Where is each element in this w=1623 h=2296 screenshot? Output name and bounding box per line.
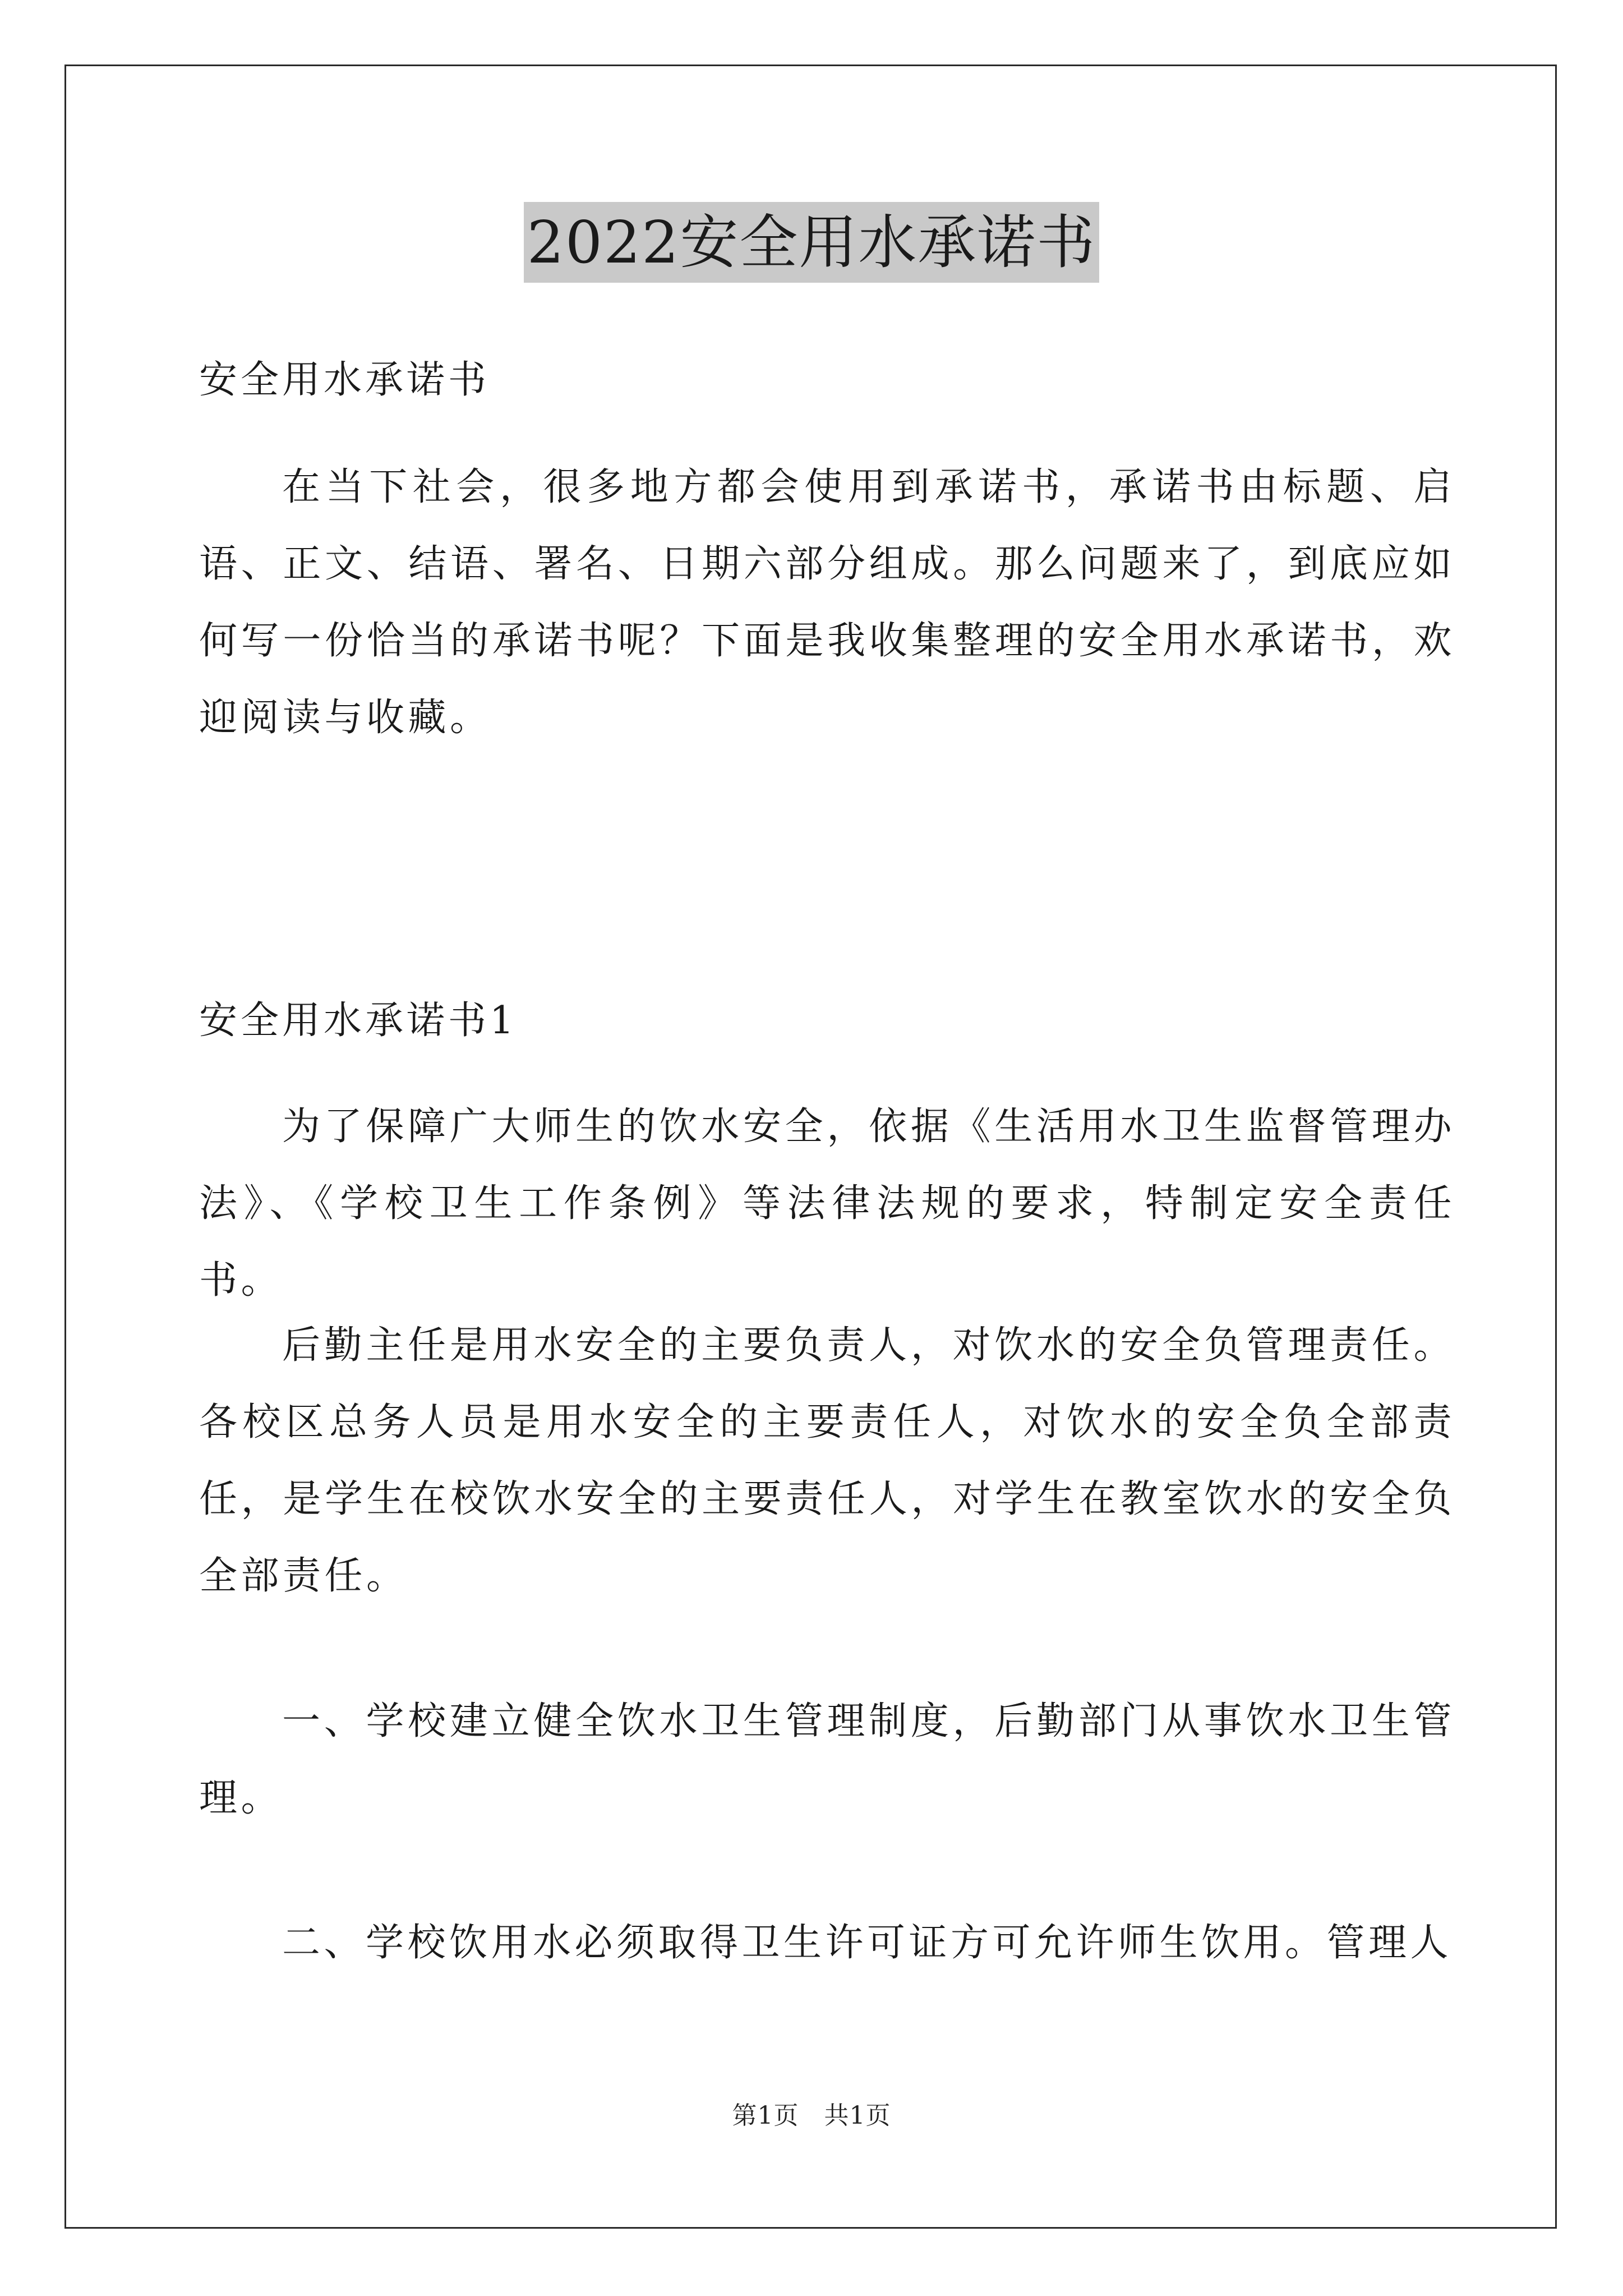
body-paragraph: 后勤主任是用水安全的主要负责人，对饮水的安全负管理责任。各校区总务人员是用水安全的主要责任人，对饮水的安全负全部责任，是学生在校饮水安全的主要责任人，对学生在教室饮水的安全负全部责任。 (199, 1323, 1455, 1598)
intro-paragraph: 在当下社会，很多地方都会使用到承诺书，承诺书由标题、启语、正文、结语、署名、日期六部分组成。那么问题来了，到底应如何写一份恰当的承诺书呢？下面是我收集整理的安全用水承诺书，欢迎阅读与收藏。 (199, 465, 1455, 740)
page-number-footer: 第1页 共1页 (732, 2101, 891, 2130)
section-heading-1: 安全用水承诺书1 (199, 999, 518, 1043)
body-paragraph: 为了保障广大师生的饮水安全，依据《生活用水卫生监督管理办法》、《学校卫生工作条例》等法律法规的要求，特制定安全责任书。 (199, 1105, 1455, 1303)
document-title: 2022安全用水承诺书 (524, 202, 1100, 283)
intro-heading: 安全用水承诺书 (199, 358, 490, 402)
body-paragraph: 二、学校饮用水必须取得卫生许可证方可允许师生饮用。管理人 (282, 1921, 1453, 1965)
body-paragraph: 一、学校建立健全饮水卫生管理制度，后勤部门从事饮水卫生管理。 (199, 1699, 1455, 1820)
title-wrap (0, 202, 1623, 283)
